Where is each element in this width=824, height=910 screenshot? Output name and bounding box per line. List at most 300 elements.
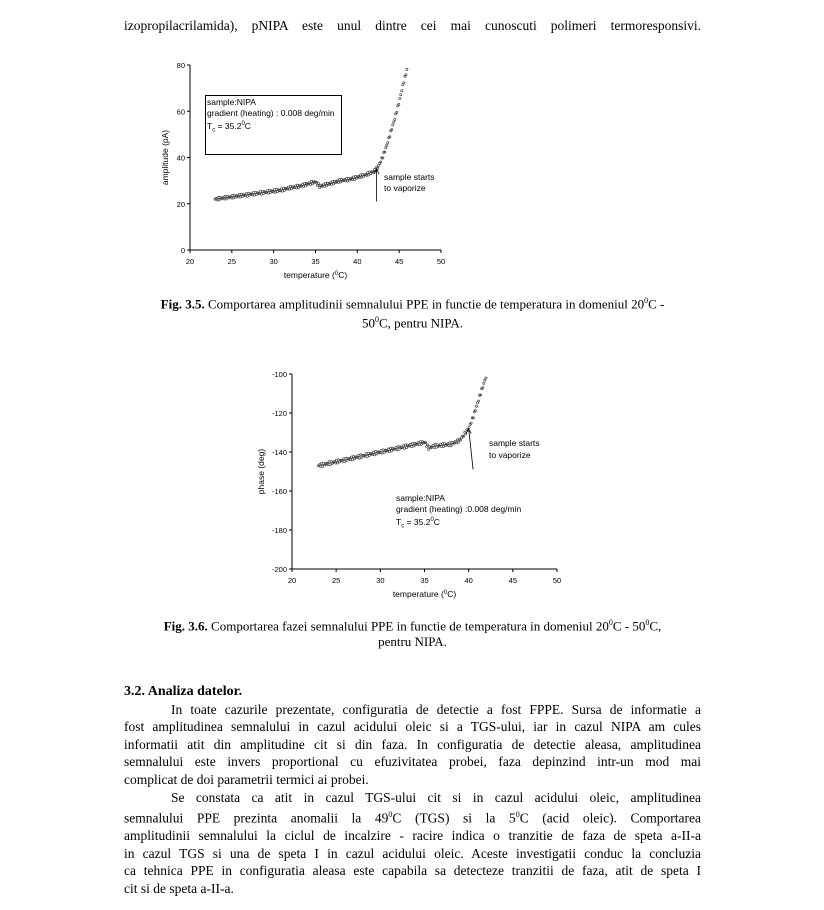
data-point [353, 458, 355, 460]
data-point [317, 183, 319, 185]
data-point [375, 170, 377, 172]
data-point [221, 197, 223, 199]
data-point [373, 451, 375, 453]
data-point [269, 191, 271, 193]
data-point [350, 178, 352, 180]
data-point [342, 460, 344, 462]
phase-legend-gradient: gradient (heating) :0.008 deg/min [396, 504, 522, 514]
data-point [297, 187, 299, 189]
figure2-caption-label: Fig. 3.6. [163, 618, 208, 634]
data-point [472, 417, 474, 419]
data-point [281, 190, 283, 192]
x-tick-label: 40 [464, 576, 473, 585]
data-point [330, 182, 332, 184]
data-point [469, 423, 471, 425]
data-point [420, 443, 422, 445]
data-point [325, 185, 327, 187]
data-point [314, 181, 316, 183]
data-point [332, 180, 334, 182]
data-point [476, 402, 478, 404]
data-point [423, 441, 425, 443]
data-point [261, 190, 263, 192]
y-tick-label: -180 [271, 526, 287, 535]
data-point [341, 459, 343, 461]
data-point [398, 103, 400, 105]
data-point [263, 191, 265, 193]
data-point [333, 183, 335, 185]
data-point [329, 464, 331, 466]
data-point [325, 463, 327, 465]
x-tick-label: 45 [508, 576, 518, 585]
data-point [384, 151, 386, 153]
data-point [378, 164, 380, 166]
data-point [280, 188, 282, 190]
data-point [230, 197, 232, 199]
data-point [401, 90, 403, 92]
data-point [326, 462, 328, 464]
data-point [351, 459, 353, 461]
data-point [239, 196, 241, 198]
data-point [331, 462, 333, 464]
data-point [334, 462, 336, 464]
data-point [335, 459, 337, 461]
data-point [484, 379, 486, 381]
data-point [399, 446, 401, 448]
data-point [455, 442, 457, 444]
data-point [311, 183, 313, 185]
data-point [352, 455, 354, 457]
data-point [346, 177, 348, 179]
paragraph-line: semnalului este invers proportional cu efuzivitatea probei, faza depinzind intr-un mod mai [124, 754, 701, 770]
data-point [393, 448, 395, 450]
data-point [471, 417, 473, 419]
data-point [344, 460, 346, 462]
data-point [465, 433, 467, 435]
data-point [391, 450, 393, 452]
data-point [381, 157, 383, 159]
amplitude-legend-sample: sample:NIPA [207, 97, 256, 107]
data-point [372, 453, 374, 455]
data-point [237, 196, 239, 198]
data-point [309, 183, 311, 185]
data-point [479, 394, 481, 396]
figure1-caption-label: Fig. 3.5. [160, 296, 205, 312]
data-point [433, 446, 435, 448]
annotation-arrow [469, 429, 473, 470]
data-point [371, 171, 373, 173]
data-point [347, 180, 349, 182]
data-point [225, 198, 227, 200]
data-point [421, 441, 423, 443]
data-point [242, 194, 244, 196]
data-point [394, 118, 396, 120]
data-point [276, 191, 278, 193]
data-point [383, 451, 385, 453]
data-point [289, 185, 291, 187]
phase-annotation: sample starts to vaporize [489, 438, 540, 460]
x-tick-label: 20 [287, 576, 297, 585]
data-point [367, 172, 369, 174]
data-point [291, 186, 293, 188]
data-point [398, 448, 400, 450]
data-point [308, 182, 310, 184]
data-point [290, 188, 292, 190]
data-point [232, 197, 234, 199]
data-point [449, 442, 451, 444]
data-point [345, 457, 347, 459]
data-point [267, 192, 269, 194]
data-point [284, 187, 286, 189]
data-point [336, 181, 338, 183]
data-point [480, 394, 482, 396]
data-point [380, 161, 382, 163]
data-point [437, 445, 439, 447]
data-point [228, 196, 230, 198]
data-point [446, 444, 448, 446]
x-tick-label: 35 [420, 576, 429, 585]
data-point [483, 382, 485, 384]
data-point [368, 174, 370, 176]
data-point [358, 175, 360, 177]
data-point [319, 184, 321, 186]
data-point [319, 464, 321, 466]
data-point [459, 439, 461, 441]
data-point [403, 82, 405, 84]
data-point [241, 195, 243, 197]
data-point [428, 448, 430, 450]
data-point [397, 446, 399, 448]
data-point [224, 195, 226, 197]
data-point [401, 447, 403, 449]
data-point [327, 464, 329, 466]
data-point [343, 458, 345, 460]
data-point [364, 455, 366, 457]
x-tick-label: 25 [227, 257, 237, 266]
data-point [273, 189, 275, 191]
data-point [231, 194, 233, 196]
data-point [457, 441, 459, 443]
x-tick-label: 50 [436, 257, 446, 266]
data-point [395, 113, 397, 115]
data-point [385, 147, 387, 149]
data-point [431, 446, 433, 448]
figure2-caption: Fig. 3.6. Comportarea fazei semnalului PPE in functie de temperatura in domeniul $20^0C - 50^0C$, pentru NIPA. [163, 618, 662, 650]
data-point [362, 454, 364, 456]
data-point [307, 183, 309, 185]
data-point [395, 446, 397, 448]
data-point [404, 444, 406, 446]
data-point [351, 177, 353, 179]
amplitude-legend-box [205, 95, 342, 155]
data-point [432, 444, 434, 446]
data-point [383, 151, 385, 153]
data-point [216, 199, 218, 201]
x-tick-label: 35 [311, 257, 320, 266]
data-point [390, 130, 392, 132]
data-point [222, 196, 224, 198]
data-point [296, 184, 298, 186]
data-point [335, 182, 337, 184]
data-point [298, 184, 300, 186]
paragraph-line: ca tehnica PPE in configuratia aleasa este capabila sa detecteze tranzitii de faza, atit de speta I [124, 863, 701, 879]
data-point [338, 181, 340, 183]
data-point [294, 185, 296, 187]
data-point [388, 137, 390, 139]
data-point [409, 445, 411, 447]
data-point [366, 455, 368, 457]
data-point [339, 178, 341, 180]
data-point [462, 435, 464, 437]
data-point [444, 443, 446, 445]
data-point [414, 442, 416, 444]
y-tick-label: -140 [271, 448, 287, 457]
data-point [406, 444, 408, 446]
data-point [330, 460, 332, 462]
data-point [254, 191, 256, 193]
data-point [461, 437, 463, 439]
y-tick-label: -100 [271, 370, 287, 379]
data-point [363, 454, 365, 456]
paragraph-line: Se constata ca atit in cazul TGS-ului cit si in cazul acidului oleic, amplitudinea [171, 790, 701, 805]
data-point [453, 442, 455, 444]
data-point [332, 461, 334, 463]
data-point [468, 426, 470, 428]
data-point [454, 441, 456, 443]
data-point [342, 180, 344, 182]
data-point [458, 438, 460, 440]
data-point [247, 192, 249, 194]
data-point [345, 180, 347, 182]
data-point [246, 195, 248, 197]
x-axis-label: temperature ($^0$C) [283, 270, 348, 280]
data-point [334, 180, 336, 182]
data-point [482, 387, 484, 389]
data-point [370, 173, 372, 175]
data-point [365, 173, 367, 175]
data-point [260, 193, 262, 195]
data-point [473, 411, 475, 413]
data-point [430, 447, 432, 449]
data-point [322, 465, 324, 467]
data-point [434, 443, 436, 445]
data-point [439, 444, 441, 446]
data-point [366, 174, 368, 176]
data-point [373, 171, 375, 173]
data-point [400, 447, 402, 449]
amplitude-legend-tc: $T_c = 35.2^0C$ [207, 120, 251, 134]
data-point [380, 450, 382, 452]
data-point [427, 444, 429, 446]
data-point [275, 188, 277, 190]
data-point [344, 178, 346, 180]
data-point [456, 439, 458, 441]
data-point [331, 183, 333, 185]
data-point [411, 445, 413, 447]
data-point [244, 195, 246, 197]
data-point [264, 191, 266, 193]
x-tick-label: 50 [552, 576, 562, 585]
data-point [287, 186, 289, 188]
y-tick-label: 60 [176, 107, 185, 117]
data-point [375, 450, 377, 452]
data-point [304, 185, 306, 187]
data-point [377, 167, 379, 169]
data-point [316, 184, 318, 186]
data-point [278, 189, 280, 191]
paragraph-line: In toate cazurile prezentate, configuratia de detectie a fost FPPE. Sursa de informatie a [171, 702, 701, 717]
data-point [300, 185, 302, 187]
data-point [271, 190, 273, 192]
data-point [394, 448, 396, 450]
data-point [270, 190, 272, 192]
data-point [268, 189, 270, 191]
data-point [253, 194, 255, 196]
data-point [369, 453, 371, 455]
data-point [288, 188, 290, 190]
data-point [413, 445, 415, 447]
data-point [227, 197, 229, 199]
data-point [324, 464, 326, 466]
data-point [402, 445, 404, 447]
data-point [292, 186, 294, 188]
data-point [397, 105, 399, 107]
data-point [379, 162, 381, 164]
data-point [396, 449, 398, 451]
data-point [435, 446, 437, 448]
data-point [467, 429, 469, 431]
data-point [337, 180, 339, 182]
data-point [359, 176, 361, 178]
x-tick-label: 40 [353, 257, 362, 266]
data-point [403, 447, 405, 449]
data-point [322, 184, 324, 186]
data-point [226, 195, 228, 197]
data-point [443, 445, 445, 447]
data-point [376, 453, 378, 455]
data-point [282, 187, 284, 189]
data-point [464, 431, 466, 433]
x-tick-label: 30 [376, 576, 385, 585]
data-point [299, 185, 301, 187]
data-point [357, 457, 359, 459]
y-tick-label: -120 [271, 409, 287, 418]
y-tick-label: -160 [271, 487, 287, 496]
data-point [347, 458, 349, 460]
paragraph-1 [124, 701, 701, 788]
data-point [450, 445, 452, 447]
data-point [392, 447, 394, 449]
data-point [255, 193, 257, 195]
data-point [374, 454, 376, 456]
data-point [245, 193, 247, 195]
data-point [229, 196, 231, 198]
section-title: 3.2. Analiza datelor. [124, 684, 243, 699]
x-tick-label: 20 [185, 257, 195, 266]
y-tick-label: 80 [176, 61, 185, 70]
intro-line: izopropilacrilamida), pNIPA este unul dintre cei mai cunoscuti polimeri termoresponsivi. [124, 18, 701, 33]
data-point [318, 186, 320, 188]
paragraph-2 [124, 789, 701, 897]
paragraph-line: cit si de speta a-II-a. [124, 880, 234, 896]
figure1-caption: Fig. 3.5. Comportarea amplitudinii semnalului PPE in functie de temperatura in domeniul $20^0C$ - $50^0C$, pentru NIPA. [160, 296, 665, 331]
data-point [235, 195, 237, 197]
data-point [378, 451, 380, 453]
data-point [321, 185, 323, 187]
data-point [405, 447, 407, 449]
data-point [257, 192, 259, 194]
data-point [338, 459, 340, 461]
data-point [470, 422, 472, 424]
data-point [393, 121, 395, 123]
data-point [272, 191, 274, 193]
y-axis-label: phase (deg) [256, 448, 266, 495]
data-point [392, 124, 394, 126]
data-point [399, 97, 401, 99]
data-point [217, 196, 219, 198]
data-point [302, 185, 304, 187]
data-point [389, 136, 391, 138]
data-point [388, 450, 390, 452]
y-axis-label: amplitude (pA) [160, 129, 170, 186]
y-tick-label: 40 [176, 153, 185, 163]
data-point [436, 444, 438, 446]
data-point [218, 199, 220, 201]
data-point [256, 192, 258, 194]
data-point [466, 429, 468, 431]
data-point [215, 197, 217, 199]
data-point [250, 193, 252, 195]
annotation-arrowhead [374, 169, 379, 174]
data-point [426, 445, 428, 447]
data-point [384, 449, 386, 451]
data-point [236, 195, 238, 197]
data-point [364, 174, 366, 176]
data-point [429, 446, 431, 448]
data-point [279, 190, 281, 192]
phase-legend-tc: $T_c = 35.2^0C$ [396, 516, 440, 530]
data-point [323, 185, 325, 187]
y-tick-label: -200 [271, 565, 287, 574]
data-point [258, 193, 260, 195]
data-point [358, 454, 360, 456]
data-point [223, 198, 225, 200]
data-point [333, 461, 335, 463]
data-point [386, 144, 388, 146]
data-point [359, 457, 361, 459]
data-point [372, 171, 374, 173]
paragraph-line: informatii atit din amplitudine cit si din faza. In configuratia de detectie aleasa, amplitudinea [124, 736, 701, 752]
paragraph-line: fost amplitudinea semnalului in cazul acidului oleic si a TGS-ului, iar in cazul NIPA am cules [124, 719, 701, 735]
data-point [368, 454, 370, 456]
data-point [417, 442, 419, 444]
data-point [377, 451, 379, 453]
data-point [313, 181, 315, 183]
data-point [361, 456, 363, 458]
data-point [320, 185, 322, 187]
data-point [376, 166, 378, 168]
data-point [259, 191, 261, 193]
data-point [415, 443, 417, 445]
data-point [400, 94, 402, 96]
data-point [348, 457, 350, 459]
data-point [404, 75, 406, 77]
data-point [387, 142, 389, 144]
data-point [357, 176, 359, 178]
data-point [317, 465, 319, 467]
data-point [422, 442, 424, 444]
data-point [355, 456, 357, 458]
data-point [283, 189, 285, 191]
